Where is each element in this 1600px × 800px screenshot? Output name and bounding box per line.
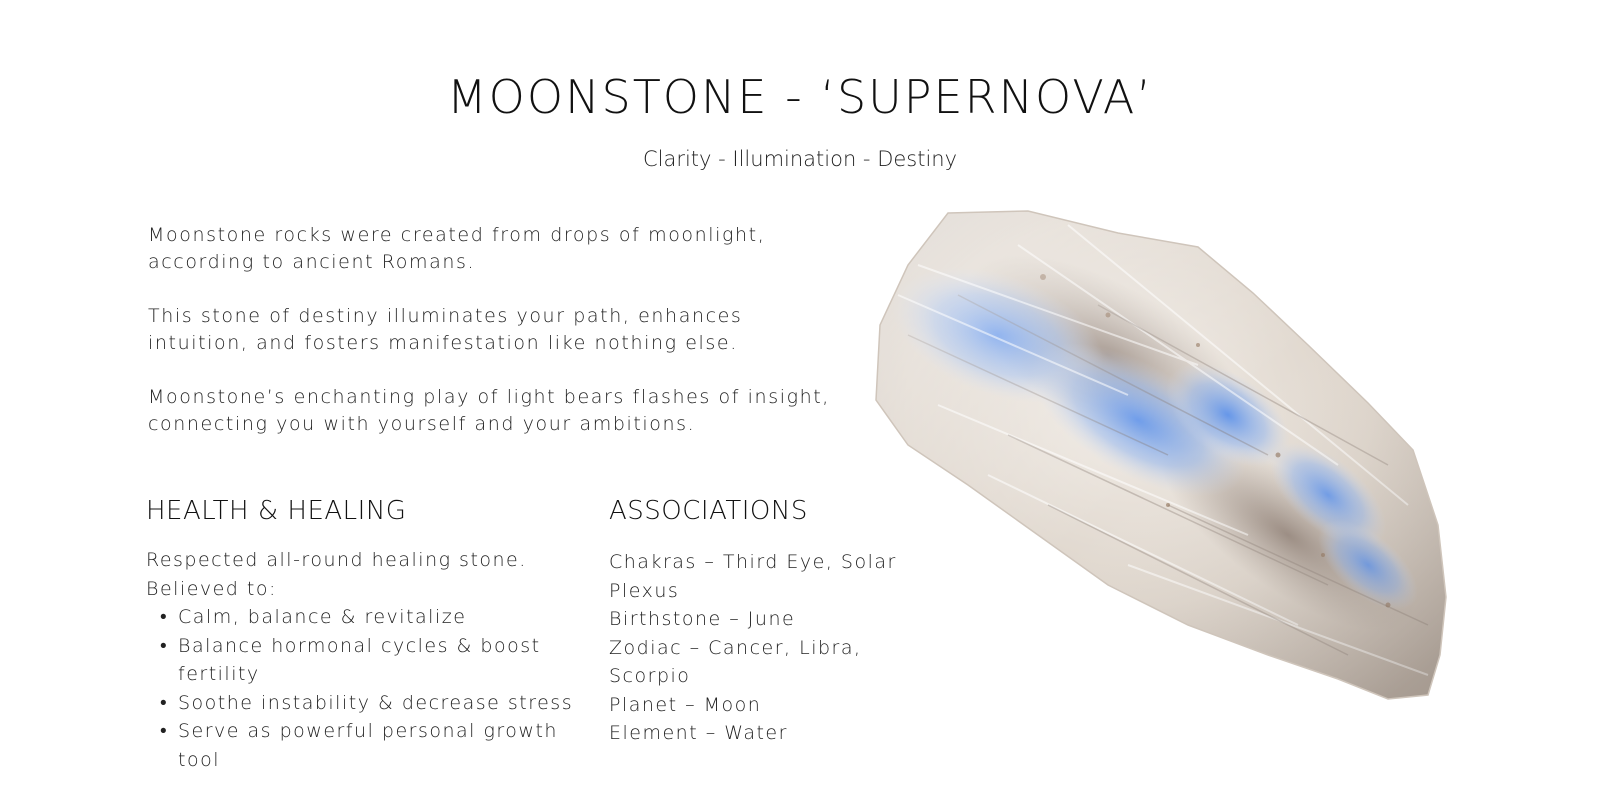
intro-section — [148, 222, 848, 465]
bullet-icon: • — [160, 720, 169, 742]
health-healing-section — [146, 496, 606, 774]
page-subtitle: Clarity - Illumination - Destiny — [642, 147, 958, 171]
associations-heading: ASSOCIATIONS — [609, 496, 808, 526]
page-title: MOONSTONE - ‘SUPERNOVA’ — [446, 70, 1153, 124]
association-element: Element – Water — [609, 722, 788, 744]
list-item — [146, 689, 606, 718]
intro-paragraph-1: Moonstone rocks were created from drops of moonlight, according to ancient Romans. — [148, 224, 766, 273]
association-planet: Planet – Moon — [609, 693, 762, 716]
bullet-icon: • — [160, 691, 169, 714]
health-intro-line: Respected all-round healing stone. — [146, 549, 527, 571]
list-item-text: Balance hormonal cycles & boost fertility — [178, 634, 541, 685]
list-item-text: Soothe instability & decrease stress — [178, 691, 574, 714]
bullet-icon: • — [160, 634, 169, 657]
list-item — [146, 603, 606, 632]
intro-paragraph-2: This stone of destiny illuminates your path, enhances intuition, and fosters manifestation like nothing else. — [148, 305, 743, 354]
health-heading: HEALTH & HEALING — [146, 496, 407, 526]
intro-paragraph-3: Moonstone’s enchanting play of light bears flashes of insight, connecting you with yourself and your ambitions. — [148, 386, 830, 435]
list-item-text: Serve as powerful personal growth tool — [178, 720, 558, 771]
list-item-text: Calm, balance & revitalize — [178, 606, 467, 628]
list-item — [146, 717, 606, 774]
bullet-icon: • — [160, 606, 169, 628]
association-zodiac: Zodiac – Cancer, Libra, Scorpio — [609, 636, 862, 687]
association-birthstone: Birthstone – June — [609, 608, 796, 630]
moonstone-crystal-image — [868, 205, 1468, 715]
list-item — [146, 632, 606, 689]
health-believed-line: Believed to: — [146, 577, 277, 600]
health-benefits-list — [146, 603, 606, 774]
association-chakras: Chakras – Third Eye, Solar Plexus — [609, 551, 897, 602]
